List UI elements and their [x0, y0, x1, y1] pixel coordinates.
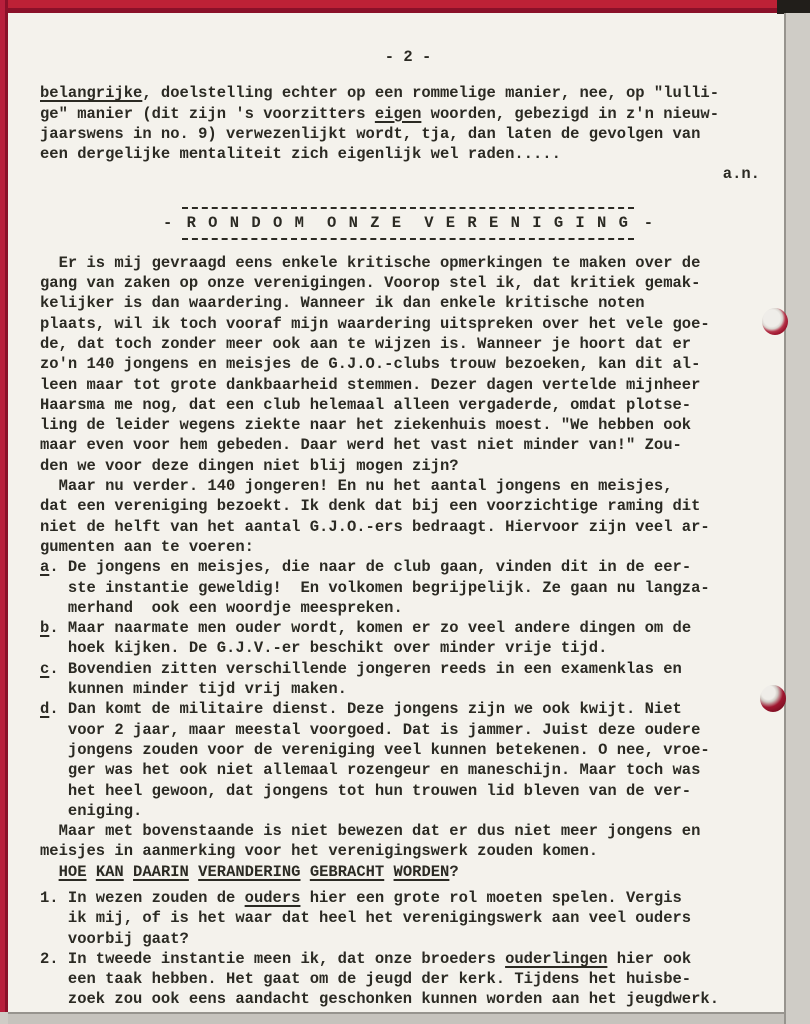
text-line: ger was het ook niet allemaal rozengeur en maneschijn. Maar toch was [40, 761, 701, 780]
page-stack-edge-bottom [8, 1012, 784, 1024]
page-number: - 2 - [384, 48, 432, 66]
text-line: de, dat toch zonder meer ook aan te wijzen is. Wanneer je hoort dat er [40, 334, 692, 353]
text-line: ste instantie geweldig! En volkomen begrijpelijk. Ze gaan nu langza- [40, 578, 710, 597]
text-line: voorbij gaat? [40, 929, 189, 948]
text-line: eniging. [40, 801, 143, 820]
text-line: Maar met bovenstaande is niet bewezen dat er dus niet meer jongens en [40, 822, 701, 841]
text-line: hoek kijken. De G.J.V.-er beschikt over minder vrije tijd. [40, 639, 608, 658]
dark-corner-top-right [777, 0, 810, 14]
numbered-item-2: 2. In tweede instantie meen ik, dat onze broeders ouderlingen hier ook [40, 949, 692, 968]
text-line: het heel gewoon, dat jongens tot hun trouwen lid bleven van de ver- [40, 781, 692, 800]
text-line: merhand ook een woordje meespreken. [40, 598, 403, 617]
text-line: een taak hebben. Het gaat om de jeugd der kerk. Tijdens het huisbe- [40, 970, 692, 989]
text-line: den we voor deze dingen niet blij mogen zijn? [40, 456, 459, 475]
list-item-c: c. Bovendien zitten verschillende jongeren reeds in een examenklas en [40, 659, 682, 678]
list-item-b: b. Maar naarmate men ouder wordt, komen er zo veel andere dingen om de [40, 619, 692, 638]
text-line: zoek zou ook eens aandacht geschonken kunnen worden aan het jeugdwerk. [40, 990, 720, 1009]
text-line: plaats, wil ik toch vooraf mijn waardering uitspreken over het vele goe- [40, 314, 710, 333]
text-line: kunnen minder tijd vrij maken. [40, 680, 347, 699]
text-line: ik mij, of is het waar dat heel het verenigingswerk aan veel ouders [40, 909, 692, 928]
section-title: - R O N D O M O N Z E V E R E N I G I N G - [40, 207, 776, 240]
text-line: voor 2 jaar, maar meestal voorgoed. Dat is jammer. Juist deze oudere [40, 720, 701, 739]
red-cover-edge-top [0, 0, 810, 13]
document-lines [40, 13, 776, 1010]
text-line: Haarsma me nog, dat een club helemaal alleen vergaderde, omdat plotse- [40, 395, 692, 414]
text-line: belangrijke, doelstelling echter op een rommelige manier, nee, op "lulli- [40, 84, 720, 103]
text-line: gumenten aan te voeren: [40, 537, 254, 556]
text-line: Maar nu verder. 140 jongeren! En nu het aantal jongens en meisjes, [40, 477, 673, 496]
red-cover-edge-left [0, 0, 8, 1012]
text-line: kelijker is dan waardering. Wanneer ik dan enkele kritische noten [40, 294, 645, 313]
list-item-a: a. De jongens en meisjes, die naar de club gaan, vinden dit in de eer- [40, 558, 692, 577]
page-stack-edge-right [784, 13, 810, 1024]
text-line: leen maar tot grote dankbaarheid stemmen. Dezer dagen vertelde mijnheer [40, 375, 701, 394]
text-line: dat een vereniging bezoekt. Ik denk dat bij een voorzichtige raming dit [40, 497, 701, 516]
text-line: ling de leider wegens ziekte naar het ziekenhuis moest. "We hebben ook [40, 416, 692, 435]
text-line: niet de helft van het aantal G.J.O.-ers bedraagt. Hiervoor zijn veel ar- [40, 517, 710, 536]
red-binder-sticker-icon [760, 685, 786, 712]
text-line: ge" manier (dit zijn 's voorzitters eigen woorden, gebezigd in z'n nieuw- [40, 104, 720, 123]
text-line: gang van zaken op onze verenigingen. Voorop stel ik, dat kritiek gemak- [40, 274, 701, 293]
list-item-d: d. Dan komt de militaire dienst. Deze jongens zijn we ook kwijt. Niet [40, 700, 682, 719]
text-line: een dergelijke mentaliteit zich eigenlijk wel raden..... [40, 145, 561, 164]
text-line: maar even voor hem gebeden. Daar werd het vast niet minder van!" Zou- [40, 436, 682, 455]
text-line: Er is mij gevraagd eens enkele kritische opmerkingen te maken over de [40, 253, 701, 272]
text-line: jongens zouden voor de vereniging veel kunnen betekenen. O nee, vroe- [40, 740, 710, 759]
text-line: jaarswens in no. 9) verwezenlijkt wordt, tja, dan laten de gevolgen van [40, 124, 701, 143]
numbered-item-1: 1. In wezen zouden de ouders hier een grote rol moeten spelen. Vergis [40, 888, 682, 907]
red-binder-sticker-icon [762, 308, 788, 335]
sub-heading: HOE KAN DAARIN VERANDERING GEBRACHT WORDEN? [58, 862, 459, 881]
text-line: meisjes in aanmerking voor het verenigingswerk zouden komen. [40, 842, 599, 861]
text-line: zo'n 140 jongens en meisjes de G.J.O.-clubs trouw bezoeken, kan dit al- [40, 355, 701, 374]
paper-sheet [8, 13, 784, 1012]
attribution: a.n. [722, 165, 760, 184]
